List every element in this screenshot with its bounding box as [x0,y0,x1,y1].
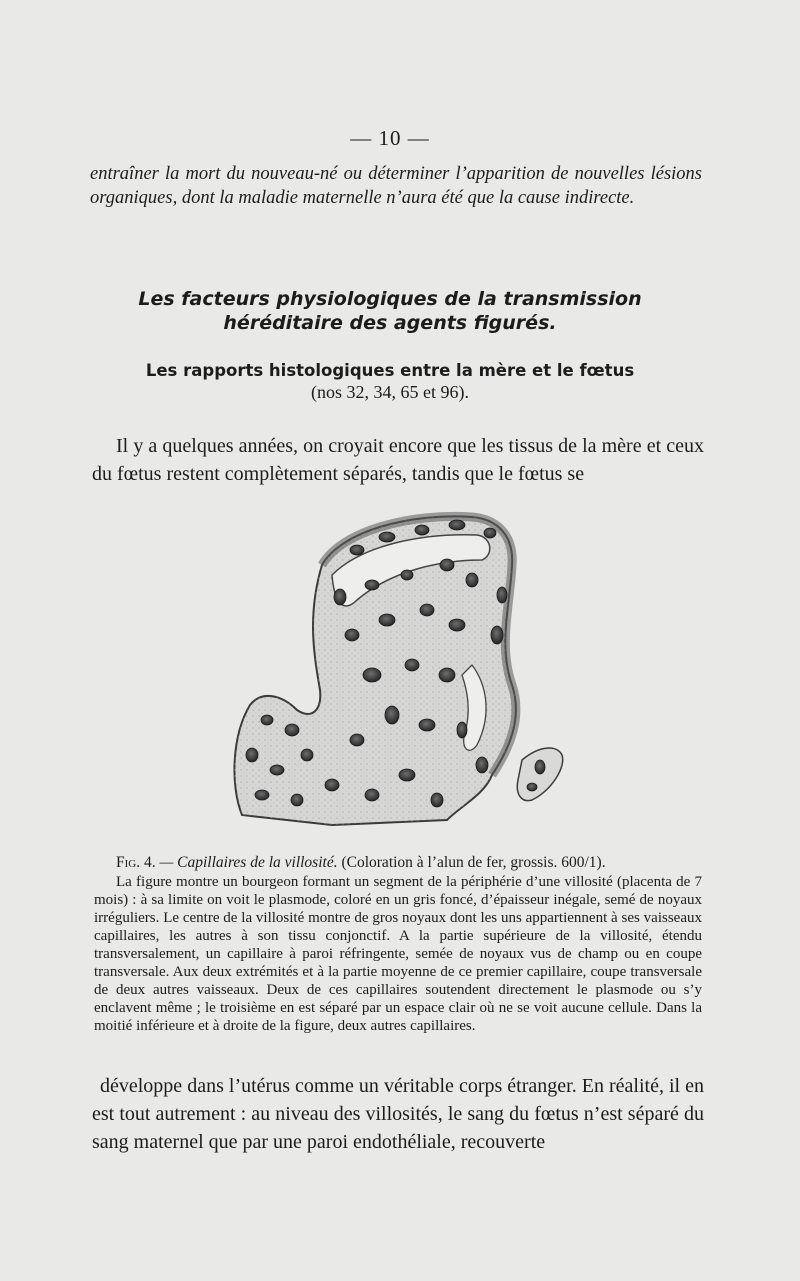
body-paragraph-1: Il y a quelques années, on croyait encore que les tissus de la mère et ceux du fœtus restent complètement séparés, tandis que le fœtus se [92,435,704,485]
villosity-illustration [222,505,574,835]
figure-description: La figure montre un bourgeon formant un segment de la périphérie d’une villosité (placenta de 7 mois) : à sa limite on voit le plasmode, coloré en un gris foncé, d’épaisseur inégale, semé de noyaux irréguliers. Le centre de la villosité montre de gros noyaux dont les uns appartiennent à ses vaisseaux capillaires, les autres à son tissu conjonctif. A la partie supérieure de la villosité, étendu transversalement, un capillaire à paroi réfringente, semée de noyaux vus de champ ou en coupe transversale. Aux deux extrémités et à la partie moyenne de ce premier capillaire, coupe transversale de deux autres vaisseaux. Deux de ces capillaires soutendent directement le plasmode ou s’y enclavent même ; le troisième en est séparé par un espace clair où ne se voit aucune cellule. Dans la moitié inférieure et à droite de la figure, deux autres capillaires. [94,873,702,1034]
figure-staining: (Coloration à l’alun de fer, grossis. 600/1). [341,854,606,871]
figure-title-line [94,854,702,873]
figure-caption [94,854,702,1035]
figure-label: Fig. 4. [116,854,156,871]
subsection-references: (nos 32, 34, 65 et 96). [311,382,469,402]
intro-paragraph: entraîner la mort du nouveau-né ou déterminer l’apparition de nouvelles lésions organiques, dont la maladie maternelle n’aura été que la cause indirecte. [90,164,702,208]
figure-title: — Capillaires de la villosité. [159,854,338,871]
body-paragraph-2: développe dans l’utérus comme un véritable corps étranger. En réalité, il en est tout autrement : au niveau des villosités, le sang du fœtus n’est séparé du sang maternel que par une paroi endothéliale, recouverte [92,1075,704,1153]
section-heading: Les facteurs physiologiques de la transmission héréditaire des agents figurés. [138,288,642,334]
subsection-heading: Les rapports histologiques entre la mère et le fœtus [145,361,635,380]
page-number: — 10 — [350,126,430,150]
